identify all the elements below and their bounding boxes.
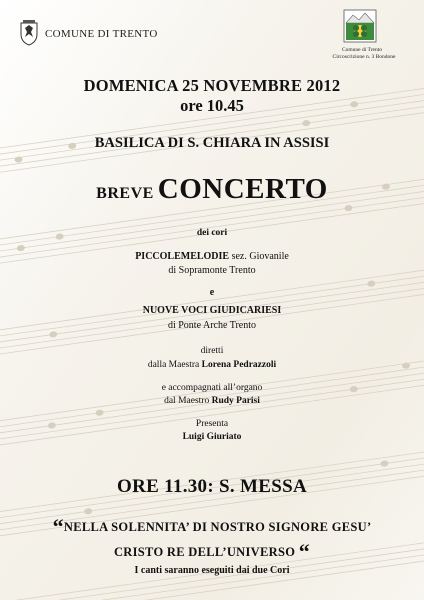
concert-prefix: BREVE bbox=[96, 185, 154, 202]
organist-line bbox=[0, 396, 424, 406]
mass-title: S. MESSA bbox=[219, 476, 307, 497]
director-line bbox=[0, 360, 424, 370]
concert-heading bbox=[0, 173, 424, 206]
organist-prefix: dal Maestro bbox=[164, 396, 210, 406]
organist-name: Rudy Parisi bbox=[211, 396, 260, 406]
footer-note: I canti saranno eseguiti dai due Cori bbox=[134, 565, 290, 576]
choir1-name: PICCOLEMELODIE bbox=[135, 251, 230, 262]
choir2-name: NUOVE VOCI GIUDICARIESI bbox=[142, 305, 282, 316]
director-name: Lorena Pedrazzoli bbox=[201, 360, 277, 370]
choir1-section: sez. Giovanile bbox=[231, 251, 289, 262]
concert-title: CONCERTO bbox=[157, 173, 328, 205]
event-date: DOMENICA 25 NOVEMBRE 2012 bbox=[83, 76, 341, 95]
choir1-location: di Sopramonte Trento bbox=[168, 265, 256, 276]
close-quote: “ bbox=[298, 539, 310, 564]
trento-crest-icon bbox=[19, 20, 39, 46]
directed-label: diretti bbox=[200, 346, 224, 356]
event-venue: BASILICA DI S. CHIARA IN ASSISI bbox=[94, 135, 330, 151]
quote-line2 bbox=[0, 536, 424, 562]
comune-name: COMUNE DI TRENTO bbox=[45, 28, 158, 40]
logo-caption-line2: Circoscrizione n. 3 Bondone bbox=[332, 54, 396, 60]
presenter-name: Luigi Giuriato bbox=[182, 432, 242, 442]
choir2-location: di Ponte Arche Trento bbox=[167, 320, 257, 331]
mass-heading bbox=[0, 476, 424, 498]
director-prefix: dalla Maestra bbox=[147, 360, 200, 370]
organ-label: e accompagnati all’organo bbox=[161, 383, 263, 393]
mass-separator: : bbox=[207, 476, 214, 497]
circoscrizione-logo-icon bbox=[343, 9, 377, 43]
open-quote: “ bbox=[52, 514, 64, 539]
choirs-intro: dei cori bbox=[196, 228, 228, 238]
presents-label: Presenta bbox=[195, 419, 229, 429]
choirs-connector: e bbox=[209, 287, 215, 298]
quote-line1-text: NELLA SOLENNITA’ DI NOSTRO SIGNORE GESU’ bbox=[63, 520, 372, 534]
quote-line2-text: CRISTO RE DELL’UNIVERSO bbox=[113, 545, 296, 559]
choir1-line bbox=[0, 251, 424, 262]
logo-caption-line1: Comune di Trento bbox=[341, 47, 383, 53]
quote-line1 bbox=[0, 511, 424, 537]
mass-time: ORE 11.30 bbox=[117, 476, 208, 497]
event-time: ore 10.45 bbox=[180, 96, 244, 115]
